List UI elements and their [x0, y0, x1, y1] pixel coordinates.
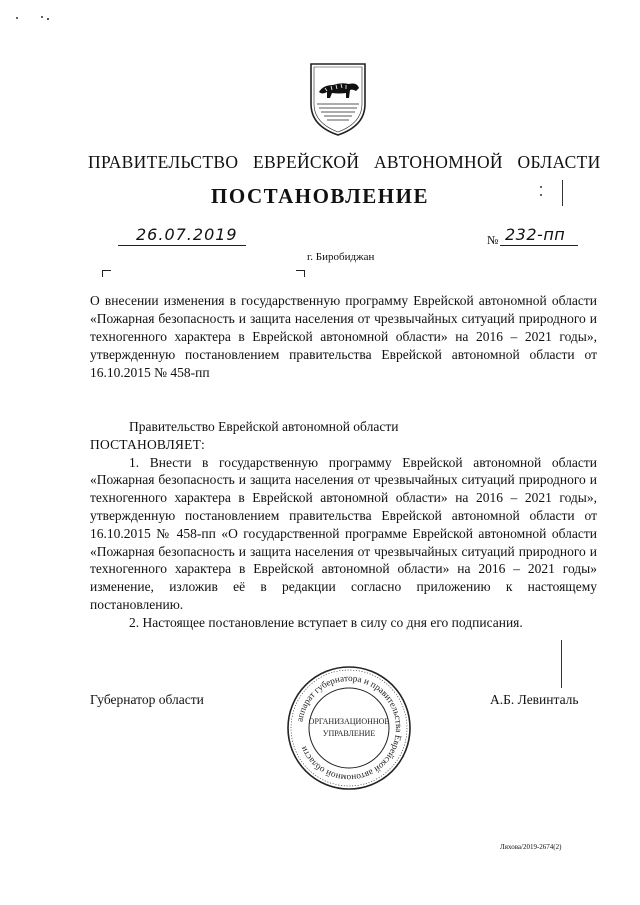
scan-speck — [16, 17, 18, 19]
government-title: ПРАВИТЕЛЬСТВО ЕВРЕЙСКОЙ АВТОНОМНОЙ ОБЛАСТИ — [88, 152, 601, 172]
body-decree: ПОСТАНОВЛЯЕТ: — [90, 436, 205, 452]
city-label: г. Биробиджан — [307, 251, 375, 263]
body-item-2: 2. Настоящее постановление вступает в силу со дня его подписания. — [129, 614, 523, 630]
document-type-title: ПОСТАНОВЛЕНИЕ — [211, 184, 429, 208]
number-underline — [500, 245, 578, 246]
scan-speck — [41, 16, 43, 18]
scan-margin-line — [561, 640, 562, 688]
scan-speck — [47, 18, 49, 20]
signatory-name: А.Б. Левинталь — [490, 692, 579, 707]
body-item-1: 1. Внести в государственную программу Еврейской автономной области «Пожарная безопасность и защита населения от чрезвычайных ситуаций природного и техногенного характера в Еврейской автономной области» на 2016 – 2021 годы», утвержденную постановлением правительства Еврейской автономной области от 16.10.2015 № 458-пп «О государственной программе Еврейской автономной области «Пожарная безопасность и защита населения от чрезвычайных ситуаций природного и техногенного характера в Еврейской автономной области» на 2016 – 2021 годы» изменение, изложив её в редакции согласно приложению к настоящему постановлению. — [90, 454, 597, 612]
stamp-center-line-1: ОРГАНИЗАЦИОННОЕ — [308, 717, 390, 726]
subject-bracket-left — [102, 270, 111, 277]
stamp-center-line-2: УПРАВЛЕНИЕ — [322, 729, 376, 738]
coat-of-arms-emblem — [305, 60, 371, 138]
date-underline — [118, 245, 246, 246]
official-stamp — [284, 664, 414, 792]
document-number: 232-пп — [505, 225, 566, 244]
document-subject: О внесении изменения в государственную программу Еврейской автономной области «Пожарная безопасность и защита населения от чрезвычайных ситуаций природного и техногенного характера в Еврейской автономной области» на 2016 – 2021 годы», утвержденную постановлением правительства Еврейской автономной области от 16.10.2015 № 458-пп — [90, 293, 597, 380]
number-sign: № — [487, 233, 499, 247]
document-date: 26.07.2019 — [136, 225, 238, 244]
stamp-ring-text: аппарат губернатора и правительства Еврейской автономной области — [294, 672, 405, 784]
subject-bracket-right — [296, 270, 305, 277]
footer-code: Ляхова/2019-2674(2) — [500, 843, 562, 851]
body-intro: Правительство Еврейской автономной области — [129, 419, 399, 434]
document-body — [90, 418, 597, 632]
signatory-position: Губернатор области — [90, 692, 204, 707]
